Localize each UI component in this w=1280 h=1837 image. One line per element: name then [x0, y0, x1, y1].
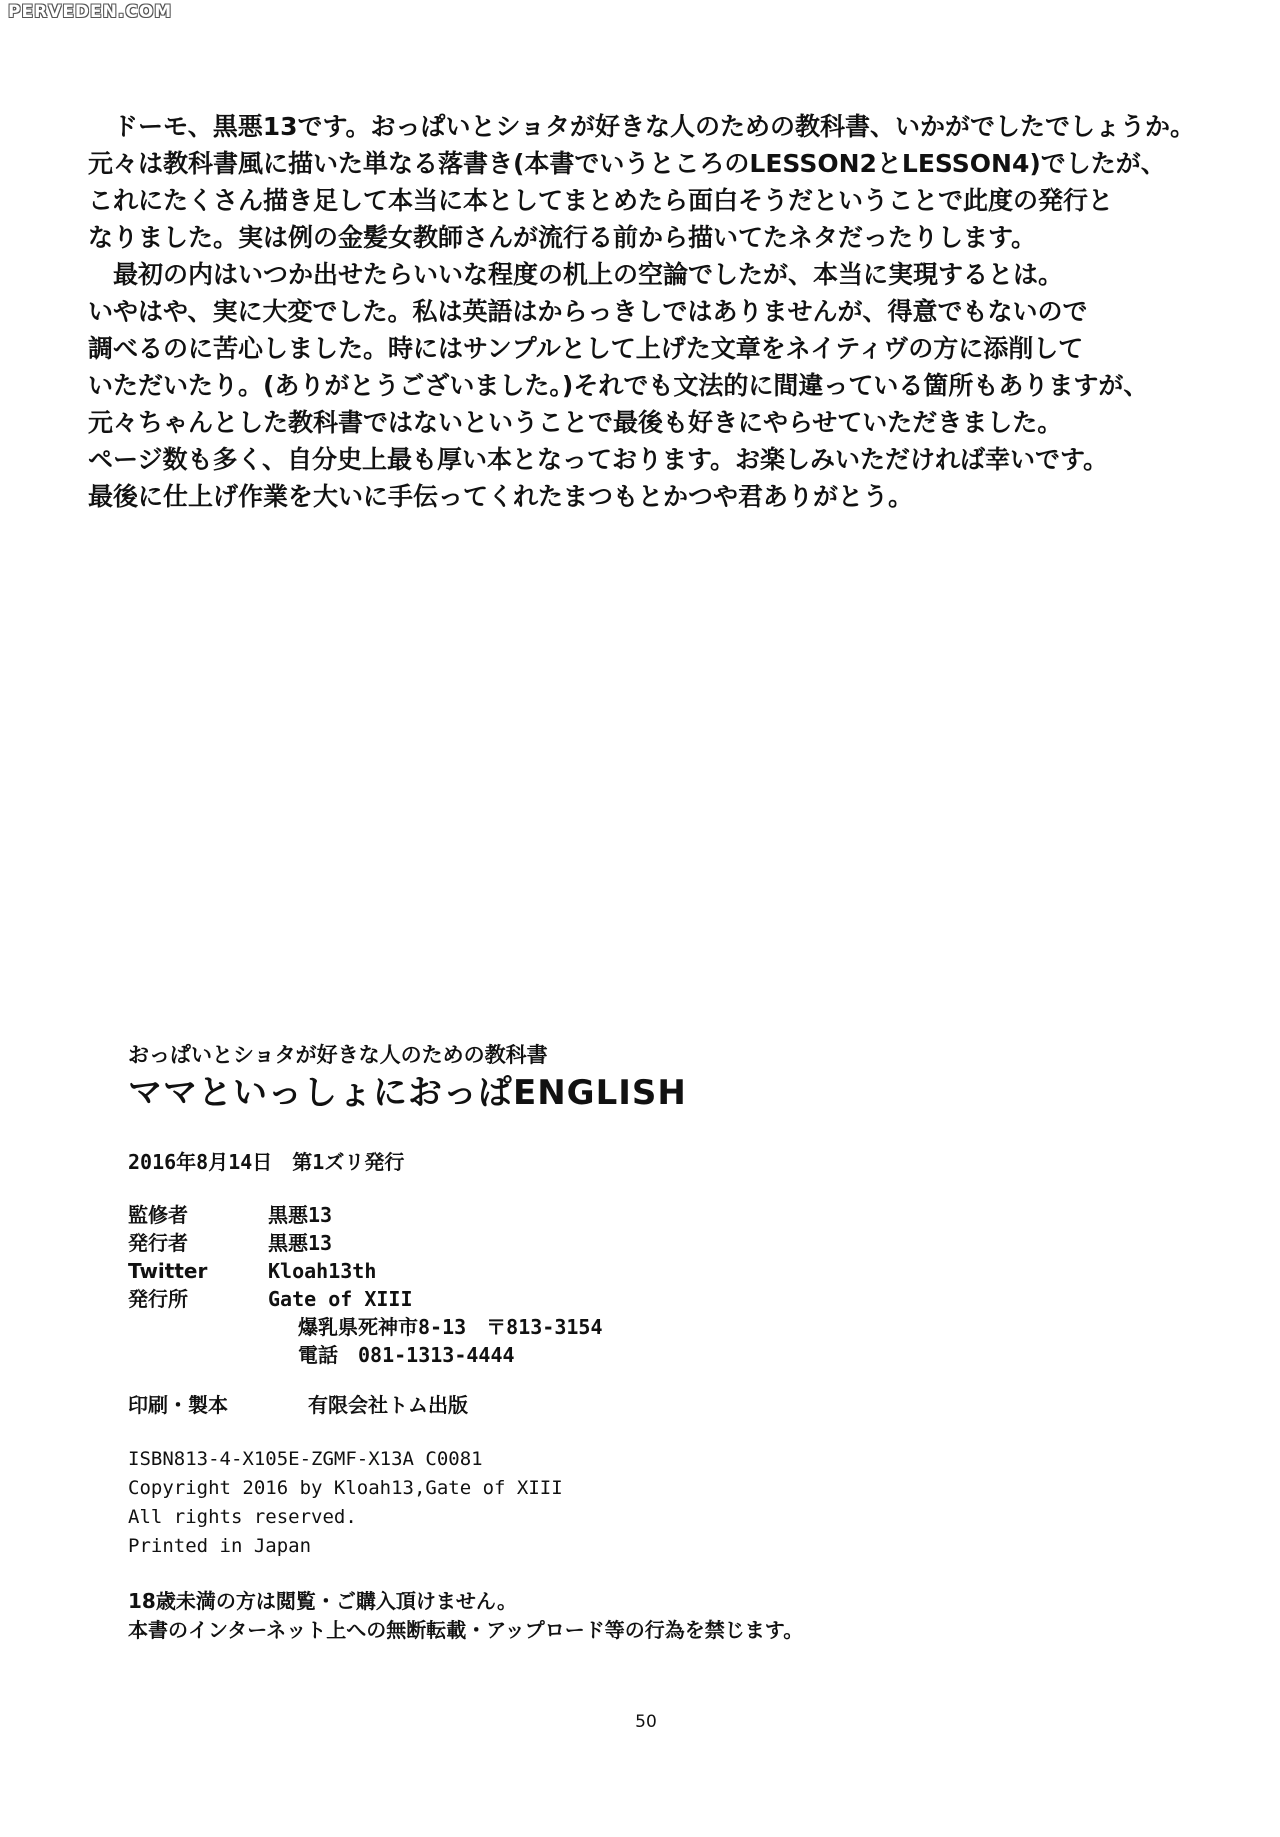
printer-info — [128, 1391, 1128, 1419]
staff-value: 黒悪13 — [268, 1231, 333, 1255]
afterword-line: ドーモ、黒悪13です。おっぱいとショタが好きな人のための教科書、いかがでしたでしょうか。 — [88, 112, 1196, 141]
staff-value: 黒悪13 — [268, 1203, 333, 1227]
age-notice: 18歳未満の方は閲覧・ご購入頂けません。 — [128, 1589, 518, 1613]
afterword-line: 元々は教科書風に描いた単なる落書き(本書でいうところのLESSON2とLESSON4)でしたが、 — [88, 149, 1166, 178]
staff-value: Kloah13th — [268, 1259, 377, 1283]
colophon — [128, 1040, 1128, 1645]
staff-label: 監修者 — [128, 1203, 188, 1227]
staff-row — [128, 1229, 1128, 1257]
staff-row — [128, 1201, 1128, 1229]
afterword-line: これにたくさん描き足して本当に本としてまとめたら面白そうだということで此度の発行と — [88, 186, 1114, 215]
afterword-line: いやはや、実に大変でした。私は英語はからっきしではありませんが、得意でもないので — [88, 297, 1088, 326]
staff-value: Gate of XIII — [268, 1287, 413, 1311]
staff-list — [128, 1201, 1128, 1369]
staff-row — [128, 1257, 1128, 1285]
publication-date: 2016年8月14日 第1ズリ発行 — [128, 1150, 405, 1174]
notice-block — [128, 1587, 1128, 1645]
afterword-line: 元々ちゃんとした教科書ではないということで最後も好きにやらせていただきました。 — [88, 408, 1063, 437]
rights-line: All rights reserved. — [128, 1506, 357, 1528]
publisher-address: 爆乳県死神市8-13 〒813-3154 — [298, 1315, 603, 1339]
publisher-phone: 電話 081-1313-4444 — [298, 1343, 515, 1367]
afterword-line: 最後に仕上げ作業を大いに手伝ってくれたまつもとかつや君ありがとう。 — [88, 482, 914, 511]
afterword-line: いただいたり。(ありがとうございました。)それでも文法的に間違っている箇所もありますが、 — [88, 371, 1149, 400]
site-watermark: PERVEDEN.COM — [8, 2, 173, 22]
book-subtitle: おっぱいとショタが好きな人のための教科書 — [128, 1043, 548, 1067]
printed-line: Printed in Japan — [128, 1535, 312, 1557]
afterword-line: 調べるのに苦心しました。時にはサンプルとして上げた文章をネイティヴの方に添削して — [88, 334, 1084, 363]
staff-label: 発行所 — [128, 1287, 188, 1311]
staff-row — [128, 1285, 1128, 1313]
isbn-line: ISBN813-4-X105E-ZGMF-X13A C0081 — [128, 1448, 483, 1470]
printer-label: 印刷・製本 — [128, 1393, 228, 1417]
legal-block — [128, 1445, 1128, 1561]
afterword-line: なりました。実は例の金髪女教師さんが流行る前から描いてたネタだったりします。 — [88, 223, 1037, 252]
book-title: ママといっしょにおっぱENGLISH — [128, 1073, 687, 1113]
page-number: 50 — [635, 1712, 657, 1732]
afterword-line: ページ数も多く、自分史上最も厚い本となっております。お楽しみいただければ幸いです。 — [88, 445, 1109, 474]
upload-notice: 本書のインターネット上への無断転載・アップロード等の行為を禁じます。 — [128, 1618, 804, 1642]
staff-label: Twitter — [128, 1259, 208, 1283]
printer-value: 有限会社トム出版 — [308, 1393, 468, 1417]
afterword-text — [88, 108, 1208, 515]
copyright-line: Copyright 2016 by Kloah13,Gate of XIII — [128, 1477, 563, 1499]
staff-label: 発行者 — [128, 1231, 188, 1255]
afterword-line: 最初の内はいつか出せたらいいな程度の机上の空論でしたが、本当に実現するとは。 — [88, 260, 1064, 289]
